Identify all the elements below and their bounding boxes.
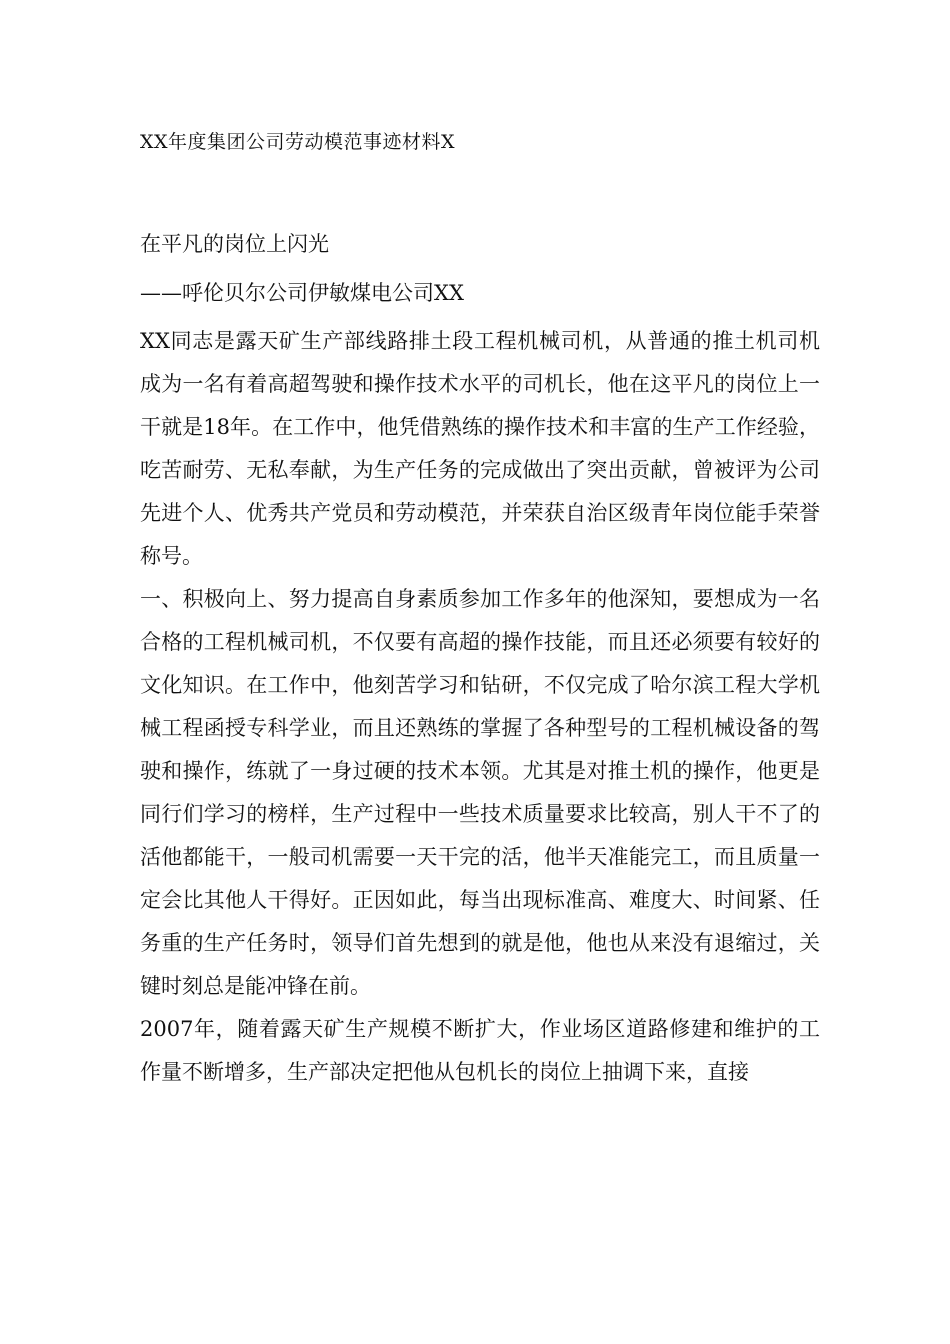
paragraph-section-one: 一、积极向上、努力提高自身素质参加工作多年的他深知，要想成为一名合格的工程机械司机，不仅要有高超的操作技能，而且还必须要有较好的文化知识。在工作中，他刻苦学习和钻研，不仅完成了哈尔滨工程大学机械工程函授专科学业，而且还熟练的掌握了各种型号的工程机械设备的驾驶和操作，练就了一身过硬的技术本领。尤其是对推土机的操作，他更是同行们学习的榜样，生产过程中一些技术质量要求比较高，别人干不了的活他都能干，一般司机需要一天干完的活，他半天准能完工，而且质量一定会比其他人干得好。正因如此，每当出现标准高、难度大、时间紧、任务重的生产任务时，领导们首先想到的就是他，他也从来没有退缩过，关键时刻总是能冲锋在前。 bbox=[140, 587, 820, 998]
document-title: XX年度集团公司劳动模范事迹材料X bbox=[140, 131, 456, 153]
document-byline: ——呼伦贝尔公司伊敏煤电公司XX bbox=[140, 281, 464, 305]
paragraph-2007: 2007年，随着露天矿生产规模不断扩大，作业场区道路修建和维护的工作量不断增多，生产部决定把他从包机长的岗位上抽调下来，直接 bbox=[140, 1017, 820, 1084]
document-body bbox=[140, 320, 820, 1094]
paragraph-intro: XX同志是露天矿生产部线路排土段工程机械司机，从普通的推土机司机成为一名有着高超驾驶和操作技术水平的司机长，他在这平凡的岗位上一干就是18年。在工作中，他凭借熟练的操作技术和丰富的生产工作经验，吃苦耐劳、无私奉献，为生产任务的完成做出了突出贡献，曾被评为公司先进个人、优秀共产党员和劳动模范，并荣获自治区级青年岗位能手荣誉称号。 bbox=[140, 329, 820, 568]
document-subtitle: 在平凡的岗位上闪光 bbox=[140, 232, 329, 256]
